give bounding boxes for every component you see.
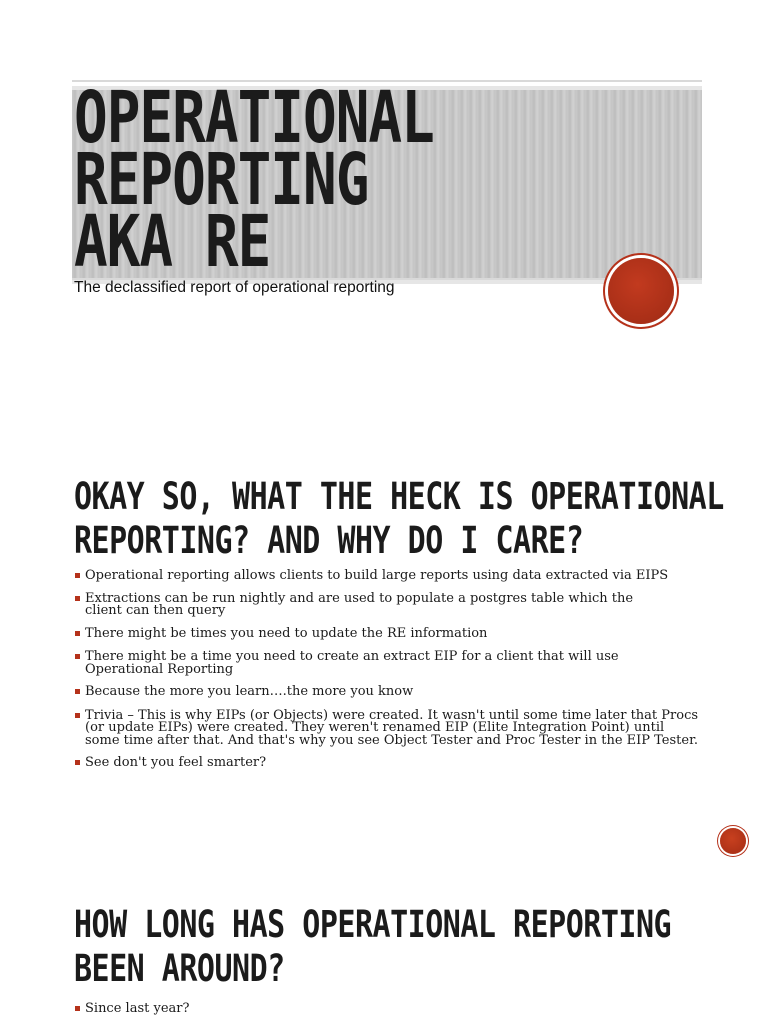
decorative-circle-small-icon bbox=[720, 828, 746, 854]
decorative-circle-icon bbox=[608, 258, 674, 324]
list-item: There might be a time you need to create an extract EIP for a client that will use Operational Reporting bbox=[74, 651, 640, 676]
list-item: Operational reporting allows clients to build large reports using data extracted via EIPS bbox=[74, 570, 714, 583]
slide-title-line-2: REPORTING bbox=[74, 138, 369, 222]
slide2-bullet-list bbox=[74, 570, 714, 770]
list-item: Trivia – This is why EIPs (or Objects) were created. It wasn't until some time later that Procs (or update EIPs) were created. They weren't renamed EIP (Elite Integration Point) until some time after that. And that's why you see Object Tester and Proc Tester in the EIP Tester. bbox=[74, 710, 700, 748]
slide3-heading-line-2: BEEN AROUND? bbox=[74, 947, 285, 991]
slide2-heading-line-2: REPORTING? AND WHY DO I CARE? bbox=[74, 519, 584, 563]
slide-title-line-3: AKA RE bbox=[74, 200, 271, 284]
slide-title-line-1: OPERATIONAL bbox=[74, 76, 434, 160]
slide2-heading-line-1: OKAY SO, WHAT THE HECK IS OPERATIONAL bbox=[74, 475, 724, 519]
slide3-bullet-list bbox=[74, 1003, 714, 1016]
list-item: Because the more you learn….the more you know bbox=[74, 686, 714, 699]
slide-subtitle: The declassified report of operational reporting bbox=[74, 279, 395, 296]
list-item: Extractions can be run nightly and are used to populate a postgres table which the client can then query bbox=[74, 593, 660, 618]
list-item: There might be times you need to update the RE information bbox=[74, 628, 714, 641]
list-item: Since last year? bbox=[74, 1003, 714, 1016]
slide3-heading-line-1: HOW LONG HAS OPERATIONAL REPORTING bbox=[74, 903, 672, 947]
list-item: See don't you feel smarter? bbox=[74, 757, 714, 770]
